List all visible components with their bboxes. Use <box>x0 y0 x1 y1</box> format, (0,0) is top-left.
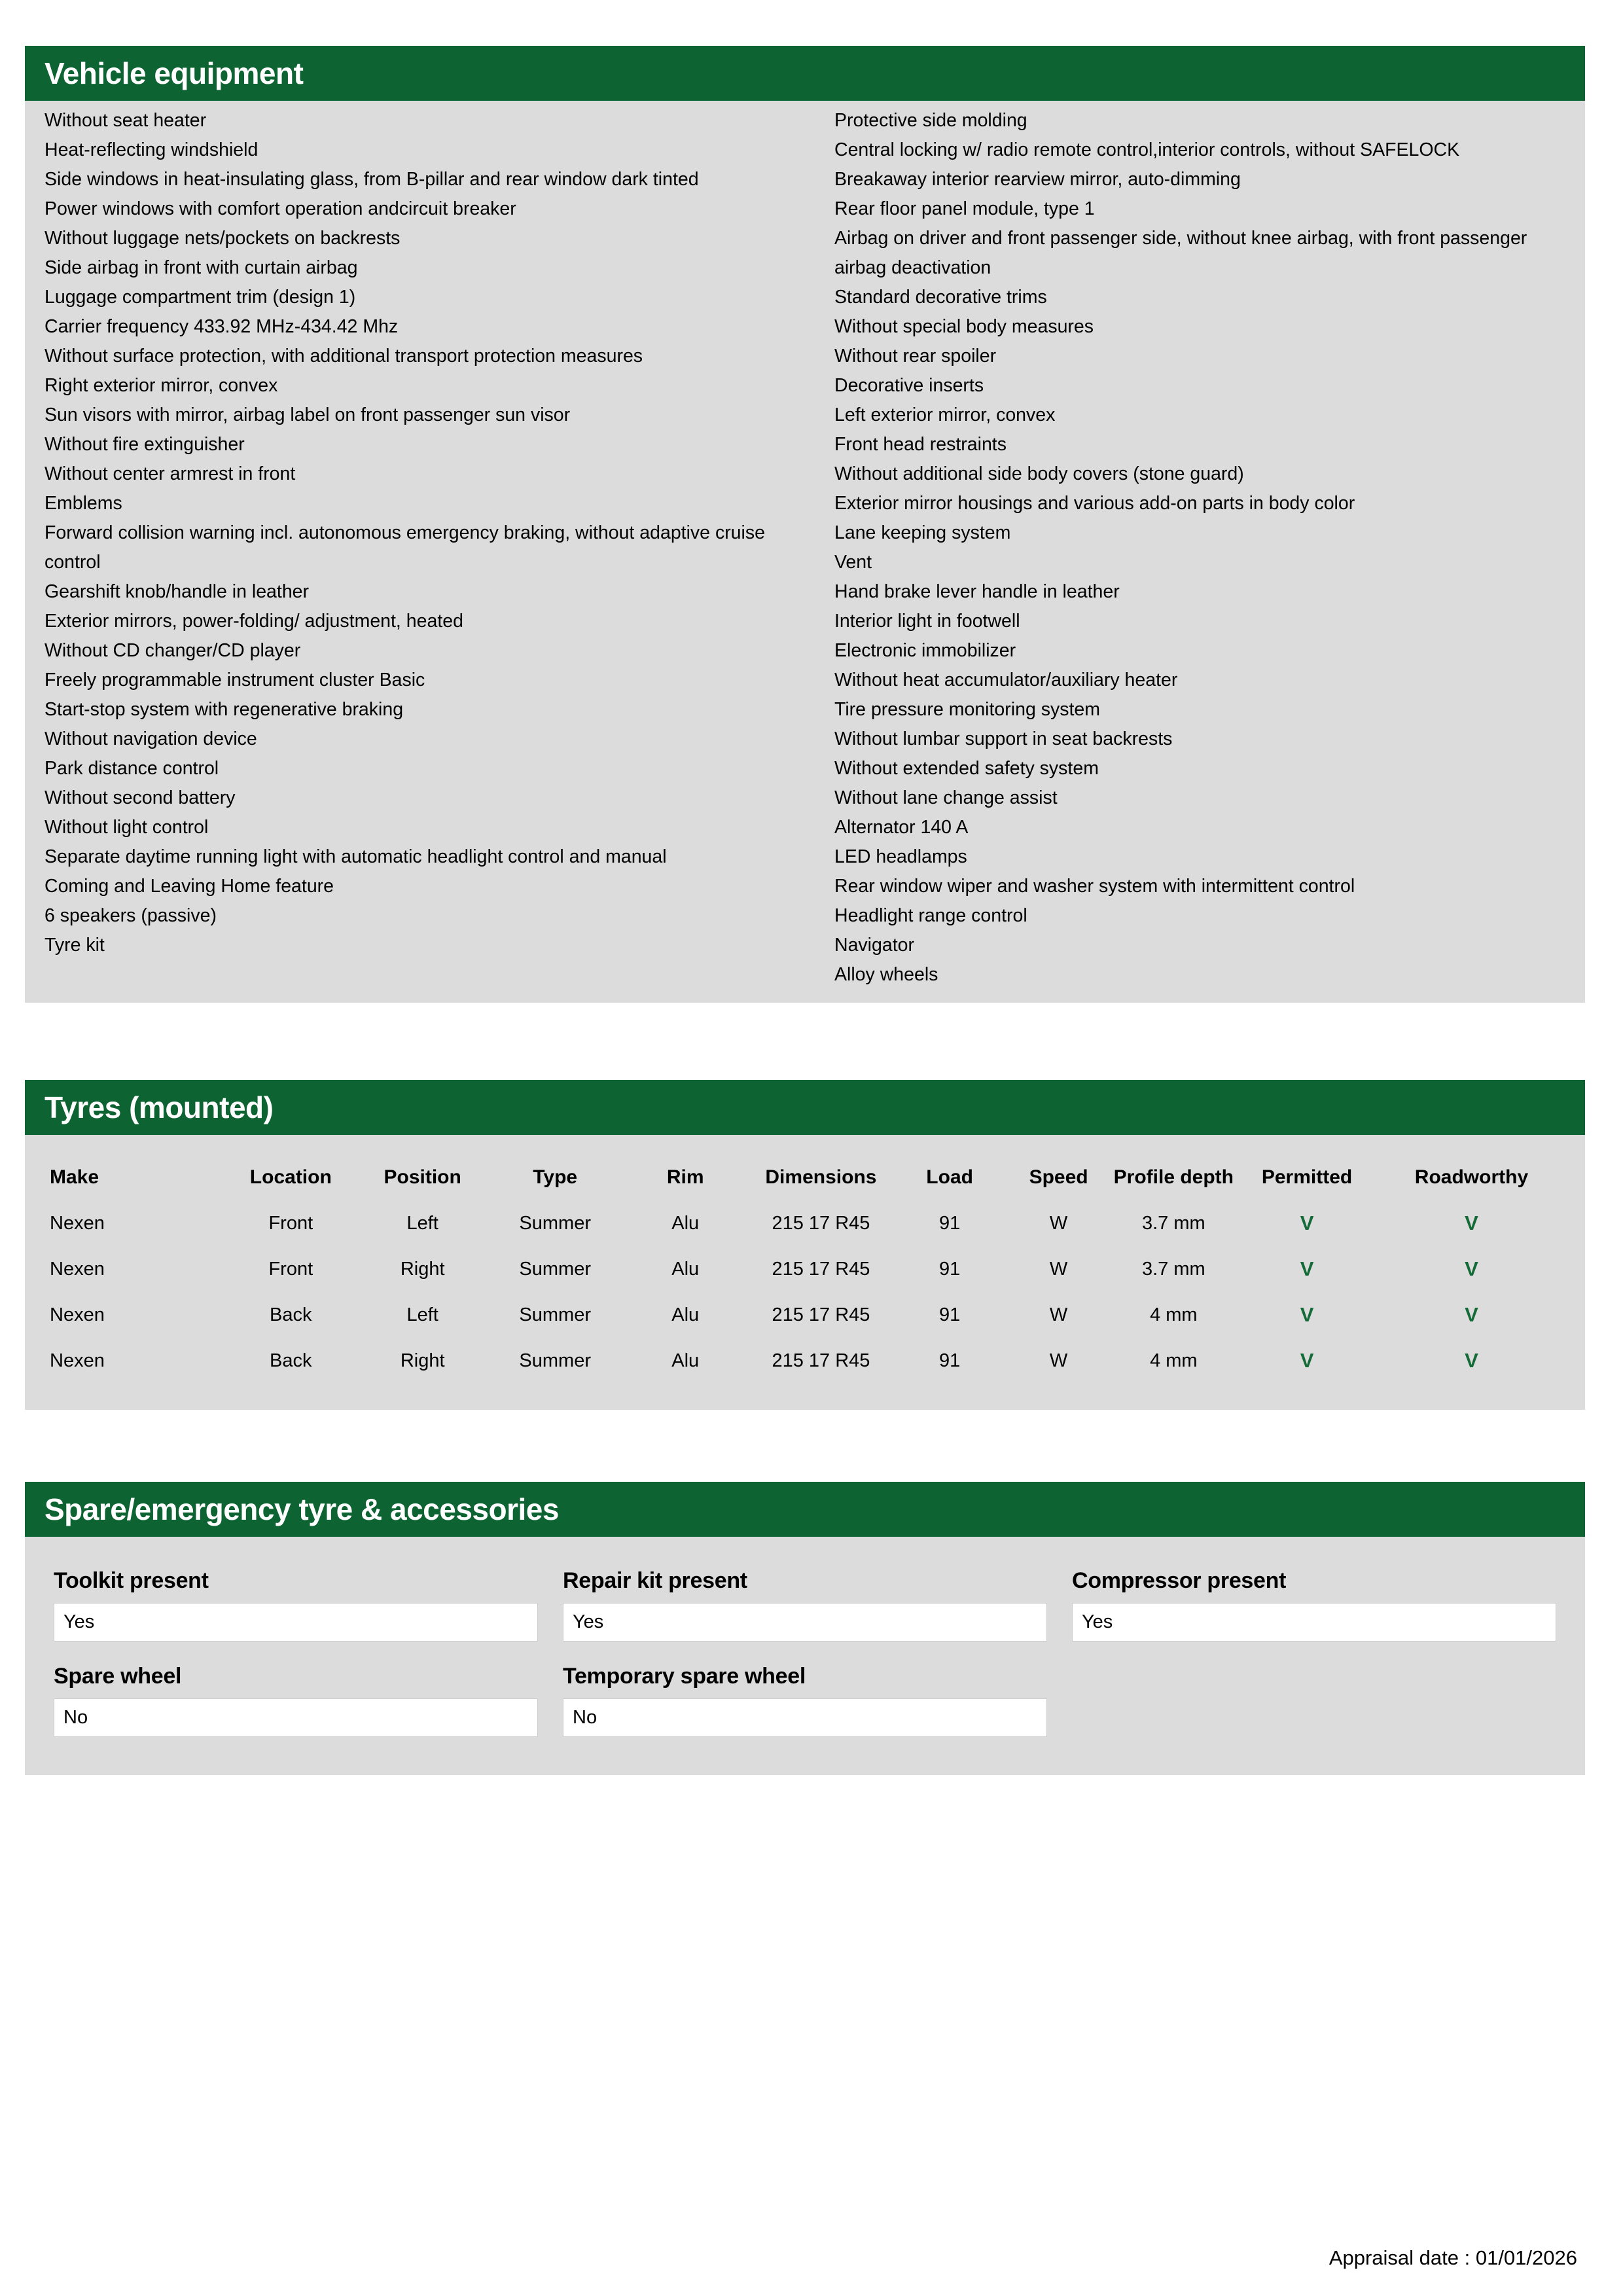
tyre-row <box>43 1338 1567 1384</box>
equipment-item: Headlight range control <box>834 905 1027 926</box>
equipment-item: Park distance control <box>45 758 219 779</box>
spare-field-label: Toolkit present <box>54 1568 209 1593</box>
tyre-cell: W <box>1049 1212 1068 1234</box>
equipment-item: Without surface protection, with additional transport protection measures <box>45 346 643 367</box>
equipment-item: Power windows with comfort operation andcircuit breaker <box>45 198 516 219</box>
equipment-item: Without fire extinguisher <box>45 434 245 455</box>
spare-field <box>563 1664 1047 1737</box>
equipment-item: Without CD changer/CD player <box>45 640 301 661</box>
tyre-cell: Left <box>406 1212 438 1234</box>
spare-field <box>54 1568 538 1641</box>
tyre-cell: 91 <box>939 1212 961 1234</box>
tyres-column-header: Profile depth <box>1113 1166 1234 1188</box>
tyre-cell: 3.7 mm <box>1141 1212 1205 1234</box>
tyre-cell: Nexen <box>50 1258 105 1280</box>
tyre-cell: 4 mm <box>1150 1304 1198 1325</box>
equipment-item: Luggage compartment trim (design 1) <box>45 287 356 308</box>
equipment-item: Without light control <box>45 817 209 838</box>
equipment-item: Tyre kit <box>45 935 105 956</box>
equipment-item: Without center armrest in front <box>45 463 296 484</box>
equipment-item: Decorative inserts <box>834 375 984 396</box>
equipment-item: Central locking w/ radio remote control,interior controls, without SAFELOCK <box>834 139 1460 160</box>
spare-field-value: Yes <box>1072 1603 1556 1641</box>
roadworthy-check-mark: V <box>1465 1211 1478 1234</box>
tyres-header <box>25 1080 1585 1135</box>
equipment-item: Right exterior mirror, convex <box>45 375 278 396</box>
equipment-item: Without lane change assist <box>834 787 1058 808</box>
equipment-item: Side windows in heat-insulating glass, from B-pillar and rear window dark tinted <box>45 169 699 190</box>
tyre-cell: Nexen <box>50 1350 105 1371</box>
equipment-left-column <box>45 106 776 990</box>
tyre-cell: W <box>1049 1258 1068 1280</box>
equipment-item: Start-stop system with regenerative braking <box>45 699 404 720</box>
equipment-item: Emblems <box>45 493 122 514</box>
equipment-item: LED headlamps <box>834 846 967 867</box>
tyres-section <box>25 1080 1585 1410</box>
equipment-item: Protective side molding <box>834 110 1027 131</box>
spare-field-label: Compressor present <box>1072 1568 1287 1593</box>
tyre-cell: Back <box>270 1304 312 1325</box>
equipment-item: Rear floor panel module, type 1 <box>834 198 1095 219</box>
equipment-item: Alloy wheels <box>834 964 938 985</box>
tyre-cell: Alu <box>671 1350 700 1371</box>
tyre-cell: Summer <box>519 1212 591 1234</box>
equipment-item: Without second battery <box>45 787 236 808</box>
tyre-row <box>43 1200 1567 1246</box>
vehicle-equipment-body <box>25 101 1585 1003</box>
tyres-table-header-row <box>43 1155 1567 1200</box>
tyre-row <box>43 1246 1567 1292</box>
tyre-cell: Front <box>268 1212 313 1234</box>
equipment-item: Rear window wiper and washer system with intermittent control <box>834 876 1355 897</box>
tyre-cell: Alu <box>671 1212 700 1234</box>
equipment-item: Exterior mirror housings and various add-on parts in body color <box>834 493 1355 514</box>
spare-accessories-title: Spare/emergency tyre & accessories <box>45 1492 559 1526</box>
equipment-item: Interior light in footwell <box>834 611 1020 632</box>
tyres-table <box>43 1155 1567 1384</box>
tyre-cell: Nexen <box>50 1212 105 1234</box>
spare-accessories-section <box>25 1482 1585 1775</box>
equipment-item: 6 speakers (passive) <box>45 905 217 926</box>
equipment-item: Coming and Leaving Home feature <box>45 876 334 897</box>
equipment-item: Alternator 140 A <box>834 817 969 838</box>
equipment-item: Electronic immobilizer <box>834 640 1016 661</box>
equipment-item: Lane keeping system <box>834 522 1011 543</box>
vehicle-equipment-title: Vehicle equipment <box>45 56 304 90</box>
equipment-item: Heat-reflecting windshield <box>45 139 259 160</box>
spare-field-label: Temporary spare wheel <box>563 1664 806 1689</box>
equipment-item: Front head restraints <box>834 434 1007 455</box>
equipment-item: Vent <box>834 552 872 573</box>
tyre-cell: 215 17 R45 <box>772 1304 870 1325</box>
spare-field-label: Spare wheel <box>54 1664 182 1689</box>
tyre-cell: W <box>1049 1350 1068 1371</box>
equipment-item: Without rear spoiler <box>834 346 997 367</box>
permitted-check-mark: V <box>1300 1211 1314 1234</box>
tyres-column-header: Speed <box>1029 1166 1088 1188</box>
tyres-column-header: Roadworthy <box>1414 1166 1529 1188</box>
tyre-cell: 4 mm <box>1150 1350 1198 1371</box>
tyres-column-header: Make <box>50 1166 99 1188</box>
tyres-column-header: Type <box>533 1166 578 1188</box>
tyre-cell: Left <box>406 1304 438 1325</box>
tyres-column-header: Location <box>249 1166 332 1188</box>
equipment-item: Freely programmable instrument cluster Basic <box>45 670 425 691</box>
equipment-item: Left exterior mirror, convex <box>834 404 1056 425</box>
vehicle-equipment-section <box>25 46 1585 1003</box>
equipment-item: Carrier frequency 433.92 MHz-434.42 Mhz <box>45 316 399 337</box>
tyre-cell: 91 <box>939 1350 961 1371</box>
tyre-cell: Right <box>400 1350 445 1371</box>
tyres-body <box>25 1135 1585 1410</box>
equipment-item: Side airbag in front with curtain airbag <box>45 257 358 278</box>
permitted-check-mark: V <box>1300 1257 1314 1280</box>
roadworthy-check-mark: V <box>1465 1349 1478 1372</box>
tyres-column-header: Load <box>926 1166 973 1188</box>
equipment-right-column <box>834 106 1565 990</box>
equipment-item: Without additional side body covers (stone guard) <box>834 463 1244 484</box>
spare-field-value: Yes <box>54 1603 538 1641</box>
tyre-cell: Nexen <box>50 1304 105 1325</box>
tyre-cell: Right <box>400 1258 445 1280</box>
tyre-cell: Alu <box>671 1258 700 1280</box>
tyres-column-header: Position <box>383 1166 461 1188</box>
tyre-cell: 91 <box>939 1258 961 1280</box>
equipment-item: Standard decorative trims <box>834 287 1047 308</box>
tyre-cell: 215 17 R45 <box>772 1258 870 1280</box>
equipment-item: Without navigation device <box>45 728 257 749</box>
spare-field-value: No <box>563 1698 1047 1737</box>
tyres-column-header: Permitted <box>1261 1166 1353 1188</box>
tyres-title: Tyres (mounted) <box>45 1090 274 1124</box>
equipment-item: Without special body measures <box>834 316 1094 337</box>
equipment-item: Airbag on driver and front passenger side, without knee airbag, with front passenger airbag deactivation <box>834 228 1527 278</box>
equipment-item: Sun visors with mirror, airbag label on front passenger sun visor <box>45 404 571 425</box>
permitted-check-mark: V <box>1300 1303 1314 1326</box>
spare-field-value: No <box>54 1698 538 1737</box>
spare-accessories-body <box>25 1537 1585 1775</box>
tyre-cell: W <box>1049 1304 1068 1325</box>
equipment-item: Tire pressure monitoring system <box>834 699 1100 720</box>
roadworthy-check-mark: V <box>1465 1303 1478 1326</box>
tyres-table-body <box>43 1200 1567 1384</box>
tyre-cell: Summer <box>519 1304 591 1325</box>
spare-field-label: Repair kit present <box>563 1568 747 1593</box>
tyre-cell: Back <box>270 1350 312 1371</box>
equipment-item: Hand brake lever handle in leather <box>834 581 1120 602</box>
permitted-check-mark: V <box>1300 1349 1314 1372</box>
equipment-item: Navigator <box>834 935 914 956</box>
tyre-cell: 91 <box>939 1304 961 1325</box>
equipment-item: Without lumbar support in seat backrests <box>834 728 1173 749</box>
equipment-item: Without luggage nets/pockets on backrests <box>45 228 401 249</box>
spare-field-value: Yes <box>563 1603 1047 1641</box>
tyre-cell: Summer <box>519 1258 591 1280</box>
tyre-cell: Front <box>268 1258 313 1280</box>
roadworthy-check-mark: V <box>1465 1257 1478 1280</box>
tyre-cell: 215 17 R45 <box>772 1212 870 1234</box>
tyre-row <box>43 1292 1567 1338</box>
equipment-item: Breakaway interior rearview mirror, auto-dimming <box>834 169 1241 190</box>
tyre-cell: 3.7 mm <box>1141 1258 1205 1280</box>
equipment-item: Without heat accumulator/auxiliary heater <box>834 670 1178 691</box>
vehicle-equipment-header <box>25 46 1585 101</box>
equipment-item: Gearshift knob/handle in leather <box>45 581 310 602</box>
equipment-item: Without seat heater <box>45 110 207 131</box>
tyre-cell: Alu <box>671 1304 700 1325</box>
tyres-column-header: Rim <box>666 1166 704 1188</box>
tyres-column-header: Dimensions <box>765 1166 877 1188</box>
equipment-item: Forward collision warning incl. autonomous emergency braking, without adaptive cruise control <box>45 522 765 573</box>
spare-field <box>1072 1568 1556 1641</box>
equipment-item: Separate daytime running light with automatic headlight control and manual <box>45 846 667 867</box>
equipment-item: Exterior mirrors, power-folding/ adjustment, heated <box>45 611 463 632</box>
spare-field <box>54 1664 538 1737</box>
appraisal-date: Appraisal date : 01/01/2026 <box>1329 2246 1577 2269</box>
spare-field <box>563 1568 1047 1641</box>
tyre-cell: Summer <box>519 1350 591 1371</box>
tyre-cell: 215 17 R45 <box>772 1350 870 1371</box>
equipment-item: Without extended safety system <box>834 758 1099 779</box>
spare-accessories-header <box>25 1482 1585 1537</box>
